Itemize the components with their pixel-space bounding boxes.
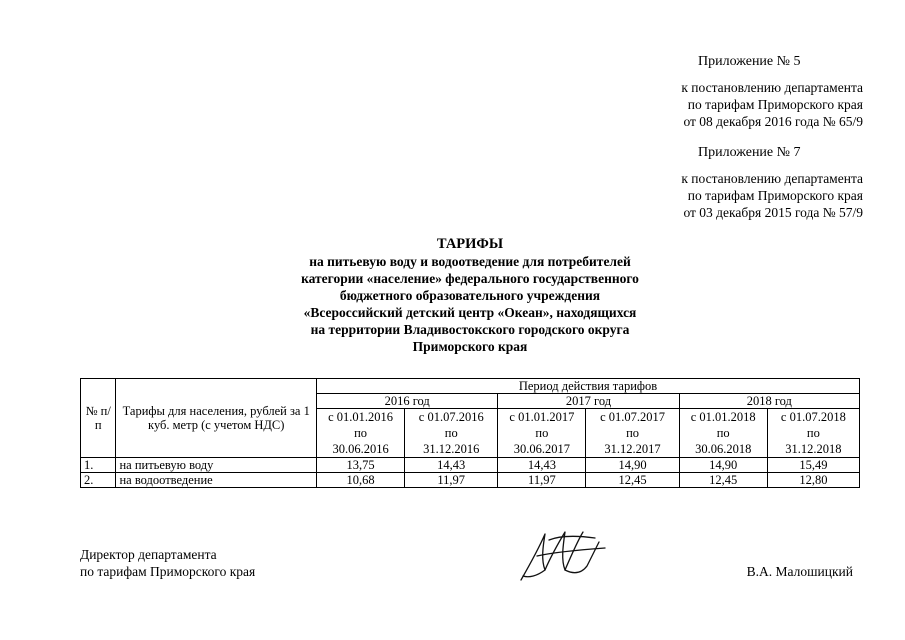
tariff-value: 11,97 (498, 473, 586, 488)
period-to: 31.12.2018 (785, 442, 842, 456)
table-row (81, 473, 860, 488)
heading-line: на территории Владивостокского городского округа (310, 322, 630, 337)
period-to: 30.06.2018 (695, 442, 752, 456)
tariff-value: 10,68 (317, 473, 405, 488)
period-to: 30.06.2017 (513, 442, 571, 456)
signatory-position (80, 546, 255, 580)
appendix-7-line: от 03 декабря 2015 года № 57/9 (683, 205, 863, 220)
position-line: по тарифам Приморского края (80, 564, 256, 579)
period-from: с 01.07.2016 (418, 410, 484, 424)
row-description: на водоотведение (116, 473, 317, 488)
appendix-5-line: по тарифам Приморского края (687, 97, 863, 112)
period-from: с 01.07.2018 (780, 410, 846, 424)
row-number: 1. (81, 458, 116, 473)
appendix-7-block (681, 170, 863, 221)
heading-line: на питьевую воду и водоотведение для потребителей (309, 254, 631, 269)
appendix-5-block (681, 79, 863, 130)
tariff-value: 14,90 (586, 458, 679, 473)
tariff-value: 12,45 (586, 473, 679, 488)
period-header-cell (586, 409, 679, 458)
row-description: на питьевую воду (116, 458, 317, 473)
period-to: 31.12.2016 (423, 442, 480, 456)
period-from: с 01.01.2016 (328, 410, 394, 424)
heading-line: категории «население» федерального государственного (301, 271, 639, 286)
appendix-5-line: от 08 декабря 2016 года № 65/9 (683, 114, 863, 129)
period-from: с 01.01.2017 (509, 410, 575, 424)
tariff-value: 12,45 (679, 473, 767, 488)
heading-line: бюджетного образовательного учреждения (339, 288, 601, 303)
period-header-cell (498, 409, 586, 458)
tariff-value: 11,97 (405, 473, 498, 488)
period-header: Период действия тарифов (317, 379, 860, 394)
col-header-number: № п/п (81, 379, 116, 458)
tariff-value: 14,43 (498, 458, 586, 473)
tariff-value: 14,43 (405, 458, 498, 473)
row-number: 2. (81, 473, 116, 488)
tariff-value: 14,90 (679, 458, 767, 473)
period-po: по (354, 426, 368, 440)
appendix-5-line: к постановлению департамента (681, 80, 863, 95)
period-from: с 01.01.2018 (690, 410, 756, 424)
appendix-7-line: к постановлению департамента (681, 171, 863, 186)
tariff-table (80, 378, 860, 488)
period-to: 31.12.2017 (604, 442, 661, 456)
heading-line: Приморского края (412, 339, 528, 354)
period-po: по (806, 426, 820, 440)
position-line: Директор департамента (80, 547, 217, 562)
period-header-cell (317, 409, 405, 458)
col-header-description: Тарифы для населения, рублей за 1 куб. метр (с учетом НДС) (116, 379, 317, 458)
tariff-value: 12,80 (767, 473, 859, 488)
appendix-7-line: по тарифам Приморского края (687, 188, 863, 203)
period-po: по (444, 426, 458, 440)
tariff-value: 15,49 (767, 458, 859, 473)
year-header: 2018 год (679, 394, 859, 409)
document-heading (220, 236, 720, 355)
period-po: по (716, 426, 730, 440)
year-header: 2016 год (317, 394, 498, 409)
tariff-value: 13,75 (317, 458, 405, 473)
year-header: 2017 год (498, 394, 679, 409)
document-title: ТАРИФЫ (436, 236, 504, 252)
handwritten-signature (515, 526, 610, 586)
period-header-cell (767, 409, 859, 458)
period-po: по (535, 426, 549, 440)
period-po: по (626, 426, 640, 440)
appendix-7-title: Приложение № 7 (698, 145, 801, 160)
period-to: 30.06.2016 (332, 442, 389, 456)
signatory-name: В.А. Малошицкий (746, 564, 853, 579)
period-from: с 01.07.2017 (600, 410, 666, 424)
appendix-5-title: Приложение № 5 (698, 54, 801, 69)
period-header-cell (679, 409, 767, 458)
heading-line: «Всероссийский детский центр «Океан», находящихся (303, 305, 637, 320)
period-header-cell (405, 409, 498, 458)
table-row (81, 458, 860, 473)
